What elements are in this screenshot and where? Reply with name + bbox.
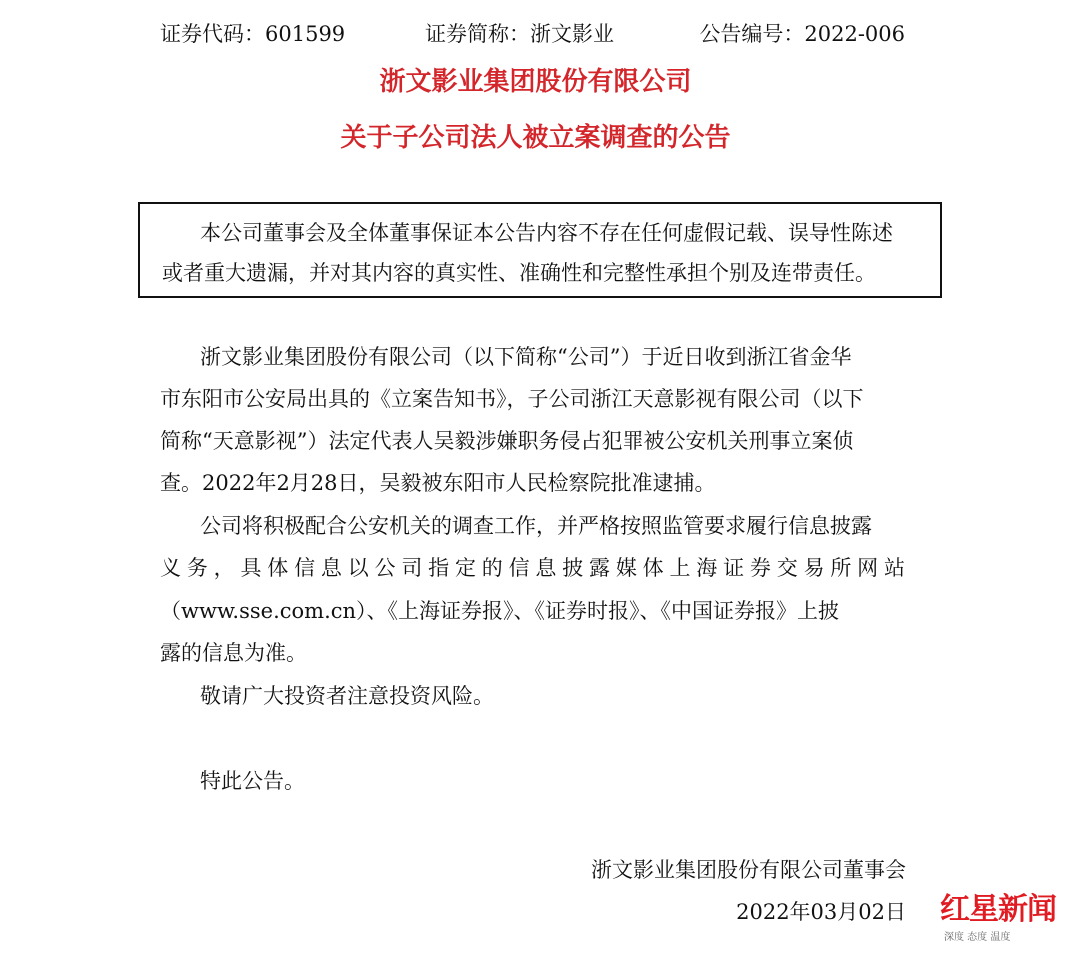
closing-statement: 特此公告。 — [200, 769, 305, 793]
paragraph-2-line: 露的信息为准。 — [160, 641, 307, 665]
disclaimer-line: 本公司董事会及全体董事保证本公告内容不存在任何虚假记载、误导性陈述 — [200, 221, 893, 245]
company-title: 浙文影业集团股份有限公司 — [379, 67, 692, 97]
paragraph-1-line: 市东阳市公安局出具的《立案告知书》，子公司浙江天意影视有限公司（以下 — [160, 387, 864, 411]
paragraph-1-line: 查。2022年2月28日，吴毅被东阳市人民检察院批准逮捕。 — [160, 471, 716, 495]
disclaimer-box — [138, 202, 942, 298]
risk-warning: 敬请广大投资者注意投资风险。 — [200, 684, 494, 708]
paragraph-1-line: 浙文影业集团股份有限公司（以下简称“公司”）于近日收到浙江省金华 — [200, 345, 852, 369]
signature-company: 浙文影业集团股份有限公司董事会 — [591, 858, 906, 882]
watermark-brand: 红星新闻 — [940, 892, 1056, 927]
watermark-slogan: 深度 态度 温度 — [944, 932, 1011, 943]
hongxing-news-watermark — [940, 890, 1062, 948]
paragraph-2-line: （www.sse.com.cn）、《上海证券报》、《证券时报》、《中国证券报》上披 — [160, 599, 840, 623]
security-abbreviation: 证券简称：浙文影业 — [425, 22, 614, 46]
paragraph-1-line: 简称“天意影视”）法定代表人吴毅涉嫌职务侵占犯罪被公安机关刑事立案侦 — [160, 429, 854, 453]
paragraph-2-line: 义务，具体信息以公司指定的信息披露媒体上海证券交易所网站 — [160, 556, 905, 580]
announcement-title: 关于子公司法人被立案调查的公告 — [340, 123, 731, 153]
paragraph-2-line: 公司将积极配合公安机关的调查工作，并严格按照监管要求履行信息披露 — [200, 514, 872, 538]
security-code: 证券代码：601599 — [160, 22, 346, 46]
signature-date: 2022年03月02日 — [736, 900, 906, 924]
header-line — [160, 18, 905, 50]
announcement-number: 公告编号：2022-006 — [699, 22, 905, 46]
disclaimer-line: 或者重大遗漏，并对其内容的真实性、准确性和完整性承担个别及连带责任。 — [162, 261, 876, 285]
